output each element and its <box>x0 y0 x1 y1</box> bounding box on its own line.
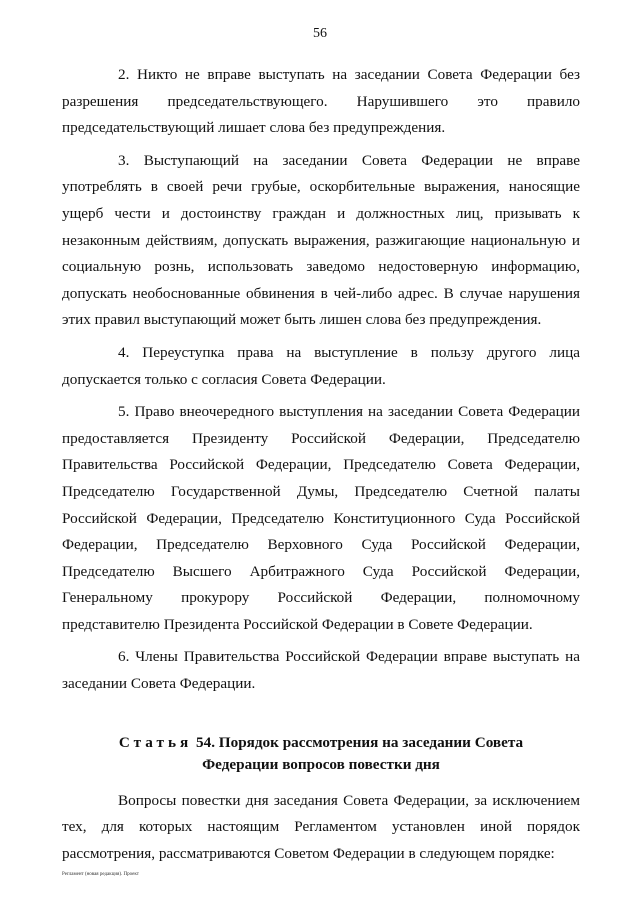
article-paragraph-1: Вопросы повестки дня заседания Совета Федерации, за исключением тех, для которых настоящим Регламентом установлен иной порядок рассмотрения, рассматриваются Советом Федерации в следующем порядке: <box>62 791 580 862</box>
article-heading <box>62 732 580 776</box>
article-word: Статья <box>118 733 193 751</box>
document-body <box>62 62 580 873</box>
page-number: 56 <box>313 26 327 41</box>
article-title-line-1: 54. Порядок рассмотрения на заседании Совета <box>196 733 524 751</box>
paragraph-2: 2. Никто не вправе выступать на заседании Совета Федерации без разрешения председательствующего. Нарушившего это правило председательствующий лишает слова без предупреждения. <box>62 66 580 137</box>
article-heading-line-1 <box>62 732 580 754</box>
footer-note: Регламент (новая редакция). Проект <box>62 872 139 877</box>
paragraph-3: 3. Выступающий на заседании Совета Федерации не вправе употреблять в своей речи грубые, оскорбительные выражения, наносящие ущерб чести и достоинству граждан и должностных лиц, призывать к незаконным действиям, допускать выражения, разжигающие национальную и социальную рознь, использовать заведомо недостоверную информацию, допускать необоснованные обвинения в чей-либо адрес. В случае нарушения этих правил выступающий может быть лишен слова без предупреждения. <box>62 151 580 329</box>
paragraph-4: 4. Переуступка права на выступление в пользу другого лица допускается только с согласия Совета Федерации. <box>62 343 580 388</box>
paragraph-5: 5. Право внеочередного выступления на заседании Совета Федерации предоставляется Президенту Российской Федерации, Председателю Правительства Российской Федерации, Председателю Совета Федерации, Председателю Государственной Думы, Председателю Счетной палаты Российской Федерации, Председателю Конституционного Суда Российской Федерации, Председателю Верховного Суда Российской Федерации, Председателю Высшего Арбитражного Суда Российской Федерации, Генеральному прокурору Российской Федерации, полномочному представителю Президента Российской Федерации в Совете Федерации. <box>62 403 580 633</box>
paragraph-6: 6. Члены Правительства Российской Федерации вправе выступать на заседании Совета Федерации. <box>62 648 580 693</box>
article-title-line-2: Федерации вопросов повестки дня <box>202 755 440 773</box>
